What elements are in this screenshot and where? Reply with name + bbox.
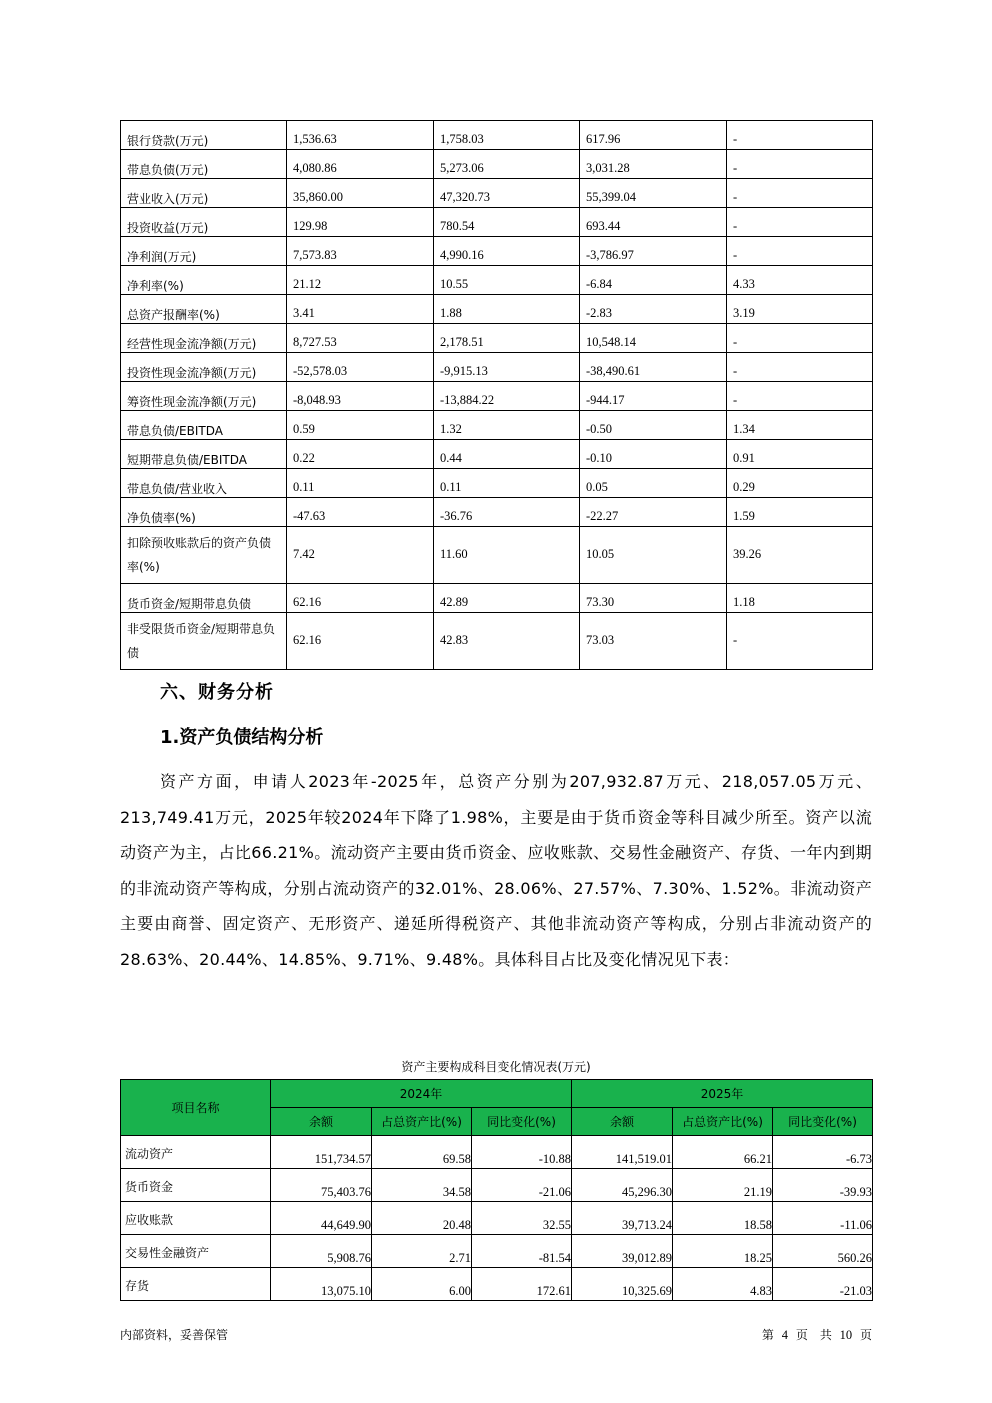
indicator-value: 21.12 bbox=[287, 266, 434, 295]
table-row bbox=[121, 411, 873, 440]
asset-value: 4.83 bbox=[673, 1268, 773, 1301]
page-prefix: 第 bbox=[761, 1328, 774, 1342]
asset-value: 69.58 bbox=[372, 1136, 472, 1169]
indicator-value: - bbox=[727, 613, 873, 670]
asset-item-label: 流动资产 bbox=[121, 1136, 271, 1169]
header-yoy: 同比变化(%) bbox=[472, 1108, 572, 1136]
indicator-label: 经营性现金流净额(万元) bbox=[121, 324, 287, 353]
asset-value: 45,296.30 bbox=[572, 1169, 673, 1202]
indicator-label: 货币资金/短期带息负债 bbox=[121, 584, 287, 613]
indicator-value: -47.63 bbox=[287, 498, 434, 527]
indicator-value: 0.11 bbox=[434, 469, 580, 498]
indicator-value: 1,758.03 bbox=[434, 121, 580, 150]
asset-item-label: 交易性金融资产 bbox=[121, 1235, 271, 1268]
table-row bbox=[121, 440, 873, 469]
asset-value: 141,519.01 bbox=[572, 1136, 673, 1169]
analysis-paragraph: 资产方面，申请人2023年-2025年，总资产分别为207,932.87万元、218,057.05万元、213,749.41万元，2025年较2024年下降了1.98%，主要是由于货币资金等科目减少所至。资产以流动资产为主，占比66.21%。流动资产主要由货币资金、应收账款、交易性金融资产、存货、一年内到期的非流动资产等构成，分别占流动资产的32.01%、28.06%、27.57%、7.30%、1.52%。非流动资产主要由商誉、固定资产、无形资产、递延所得税资产、其他非流动资产等构成，分别占非流动资产的28.63%、20.44%、14.85%、9.71%、9.48%。具体科目占比及变化情况见下表： bbox=[120, 772, 872, 969]
indicator-value: 73.03 bbox=[580, 613, 727, 670]
indicator-value: 780.54 bbox=[434, 208, 580, 237]
indicator-value: 4,990.16 bbox=[434, 237, 580, 266]
asset-value: 32.55 bbox=[472, 1202, 572, 1235]
indicator-label: 净负债率(%) bbox=[121, 498, 287, 527]
header-item-name: 项目名称 bbox=[121, 1080, 271, 1136]
indicator-label: 带息负债/EBITDA bbox=[121, 411, 287, 440]
indicator-value: 0.22 bbox=[287, 440, 434, 469]
asset-value: 2.71 bbox=[372, 1235, 472, 1268]
footer-page-number bbox=[762, 1326, 872, 1343]
asset-value: 6.00 bbox=[372, 1268, 472, 1301]
indicator-label: 营业收入(万元) bbox=[121, 179, 287, 208]
header-balance: 余额 bbox=[572, 1108, 673, 1136]
table-row bbox=[121, 179, 873, 208]
indicator-value: 1.18 bbox=[727, 584, 873, 613]
indicator-label: 净利润(万元) bbox=[121, 237, 287, 266]
indicator-value: 1.34 bbox=[727, 411, 873, 440]
asset-value: 34.58 bbox=[372, 1169, 472, 1202]
asset-value: -81.54 bbox=[472, 1235, 572, 1268]
asset-value: -21.06 bbox=[472, 1169, 572, 1202]
indicator-value: - bbox=[727, 150, 873, 179]
indicator-value: 0.29 bbox=[727, 469, 873, 498]
asset-value: 10,325.69 bbox=[572, 1268, 673, 1301]
table-row bbox=[121, 1235, 873, 1268]
indicator-value: 693.44 bbox=[580, 208, 727, 237]
indicator-value: 0.05 bbox=[580, 469, 727, 498]
indicator-value: 39.26 bbox=[727, 527, 873, 584]
asset-value: 66.21 bbox=[673, 1136, 773, 1169]
indicator-label: 银行贷款(万元) bbox=[121, 121, 287, 150]
indicator-value: 3.19 bbox=[727, 295, 873, 324]
indicator-value: 1.59 bbox=[727, 498, 873, 527]
indicator-value: 7.42 bbox=[287, 527, 434, 584]
table-row bbox=[121, 527, 873, 584]
asset-value: 172.61 bbox=[472, 1268, 572, 1301]
indicator-value: - bbox=[727, 324, 873, 353]
current-page: 4 bbox=[781, 1328, 788, 1342]
table-row bbox=[121, 469, 873, 498]
table-row bbox=[121, 121, 873, 150]
table-row bbox=[121, 1268, 873, 1301]
table-row bbox=[121, 498, 873, 527]
total-pages: 10 bbox=[839, 1328, 853, 1342]
indicator-value: -22.27 bbox=[580, 498, 727, 527]
indicator-value: 11.60 bbox=[434, 527, 580, 584]
asset-value: 18.25 bbox=[673, 1235, 773, 1268]
indicator-value: 10.55 bbox=[434, 266, 580, 295]
table-row bbox=[121, 266, 873, 295]
indicator-label: 投资性现金流净额(万元) bbox=[121, 353, 287, 382]
asset-value: 560.26 bbox=[773, 1235, 873, 1268]
indicator-value: 62.16 bbox=[287, 613, 434, 670]
table-row bbox=[121, 613, 873, 670]
asset-value: 44,649.90 bbox=[271, 1202, 372, 1235]
header-share: 占总资产比(%) bbox=[372, 1108, 472, 1136]
indicator-value: - bbox=[727, 237, 873, 266]
header-balance: 余额 bbox=[271, 1108, 372, 1136]
asset-item-label: 应收账款 bbox=[121, 1202, 271, 1235]
indicator-value: -0.50 bbox=[580, 411, 727, 440]
subsection-title: 1.资产负债结构分析 bbox=[160, 727, 324, 748]
indicator-value: 42.83 bbox=[434, 613, 580, 670]
asset-value: 18.58 bbox=[673, 1202, 773, 1235]
indicator-value: - bbox=[727, 121, 873, 150]
indicator-label: 带息负债/营业收入 bbox=[121, 469, 287, 498]
table-row bbox=[121, 1202, 873, 1235]
header-year-2024: 2024年 bbox=[271, 1080, 572, 1108]
asset-value: 5,908.76 bbox=[271, 1235, 372, 1268]
indicator-value: 10,548.14 bbox=[580, 324, 727, 353]
table-row bbox=[121, 324, 873, 353]
asset-value: 21.19 bbox=[673, 1169, 773, 1202]
section-title: 六、财务分析 bbox=[160, 682, 274, 703]
indicator-value: 35,860.00 bbox=[287, 179, 434, 208]
asset-item-label: 存货 bbox=[121, 1268, 271, 1301]
indicator-label: 净利率(%) bbox=[121, 266, 287, 295]
page-suffix: 页 bbox=[859, 1328, 872, 1342]
indicator-value: 0.91 bbox=[727, 440, 873, 469]
header-share: 占总资产比(%) bbox=[673, 1108, 773, 1136]
indicator-label: 带息负债(万元) bbox=[121, 150, 287, 179]
indicator-value: 3,031.28 bbox=[580, 150, 727, 179]
indicator-value: -9,915.13 bbox=[434, 353, 580, 382]
indicator-value: 0.11 bbox=[287, 469, 434, 498]
indicator-value: 73.30 bbox=[580, 584, 727, 613]
indicator-value: - bbox=[727, 179, 873, 208]
indicator-value: -8,048.93 bbox=[287, 382, 434, 411]
indicator-value: 1.88 bbox=[434, 295, 580, 324]
indicator-label: 扣除预收账款后的资产负债率(%) bbox=[121, 527, 287, 584]
asset-value: -10.88 bbox=[472, 1136, 572, 1169]
indicator-value: -2.83 bbox=[580, 295, 727, 324]
indicator-value: 47,320.73 bbox=[434, 179, 580, 208]
indicator-value: - bbox=[727, 353, 873, 382]
indicator-label: 非受限货币资金/短期带息负债 bbox=[121, 613, 287, 670]
indicator-value: 42.89 bbox=[434, 584, 580, 613]
indicator-value: -944.17 bbox=[580, 382, 727, 411]
indicator-value: 3.41 bbox=[287, 295, 434, 324]
header-yoy: 同比变化(%) bbox=[773, 1108, 873, 1136]
indicator-value: 0.59 bbox=[287, 411, 434, 440]
indicator-value: 617.96 bbox=[580, 121, 727, 150]
indicator-value: 1.32 bbox=[434, 411, 580, 440]
asset-structure-table bbox=[120, 1079, 873, 1301]
indicator-value: 2,178.51 bbox=[434, 324, 580, 353]
asset-item-label: 货币资金 bbox=[121, 1169, 271, 1202]
indicator-value: 8,727.53 bbox=[287, 324, 434, 353]
asset-value: -21.03 bbox=[773, 1268, 873, 1301]
table-row bbox=[121, 295, 873, 324]
table-row bbox=[121, 150, 873, 179]
indicator-value: 62.16 bbox=[287, 584, 434, 613]
indicator-value: -52,578.03 bbox=[287, 353, 434, 382]
table-row bbox=[121, 584, 873, 613]
indicator-value: - bbox=[727, 208, 873, 237]
header-year-2025: 2025年 bbox=[572, 1080, 873, 1108]
indicator-value: -38,490.61 bbox=[580, 353, 727, 382]
asset-value: 39,012.89 bbox=[572, 1235, 673, 1268]
indicator-value: 5,273.06 bbox=[434, 150, 580, 179]
indicator-value: 129.98 bbox=[287, 208, 434, 237]
indicator-value: -0.10 bbox=[580, 440, 727, 469]
indicator-value: -3,786.97 bbox=[580, 237, 727, 266]
page-mid: 页 共 bbox=[795, 1328, 832, 1342]
indicator-label: 筹资性现金流净额(万元) bbox=[121, 382, 287, 411]
table-caption: 资产主要构成科目变化情况表(万元) bbox=[401, 1060, 591, 1074]
footer-confidential-note: 内部资料，妥善保管 bbox=[120, 1328, 229, 1342]
indicator-label: 总资产报酬率(%) bbox=[121, 295, 287, 324]
asset-value: 151,734.57 bbox=[271, 1136, 372, 1169]
indicator-value: -36.76 bbox=[434, 498, 580, 527]
indicator-value: 4,080.86 bbox=[287, 150, 434, 179]
indicator-value: 0.44 bbox=[434, 440, 580, 469]
table-row bbox=[121, 353, 873, 382]
table-row bbox=[121, 237, 873, 266]
table-row bbox=[121, 382, 873, 411]
asset-value: -6.73 bbox=[773, 1136, 873, 1169]
asset-value: 13,075.10 bbox=[271, 1268, 372, 1301]
indicator-value: -13,884.22 bbox=[434, 382, 580, 411]
indicator-value: 10.05 bbox=[580, 527, 727, 584]
indicator-value: -6.84 bbox=[580, 266, 727, 295]
table-row bbox=[121, 1169, 873, 1202]
asset-value: 75,403.76 bbox=[271, 1169, 372, 1202]
indicator-value: 4.33 bbox=[727, 266, 873, 295]
asset-value: -11.06 bbox=[773, 1202, 873, 1235]
table-row bbox=[121, 1136, 873, 1169]
table-row bbox=[121, 208, 873, 237]
indicator-value: 55,399.04 bbox=[580, 179, 727, 208]
indicator-value: 1,536.63 bbox=[287, 121, 434, 150]
indicator-table bbox=[120, 120, 873, 670]
asset-value: 39,713.24 bbox=[572, 1202, 673, 1235]
indicator-label: 投资收益(万元) bbox=[121, 208, 287, 237]
asset-value: -39.93 bbox=[773, 1169, 873, 1202]
indicator-label: 短期带息负债/EBITDA bbox=[121, 440, 287, 469]
indicator-value: 7,573.83 bbox=[287, 237, 434, 266]
asset-value: 20.48 bbox=[372, 1202, 472, 1235]
indicator-value: - bbox=[727, 382, 873, 411]
